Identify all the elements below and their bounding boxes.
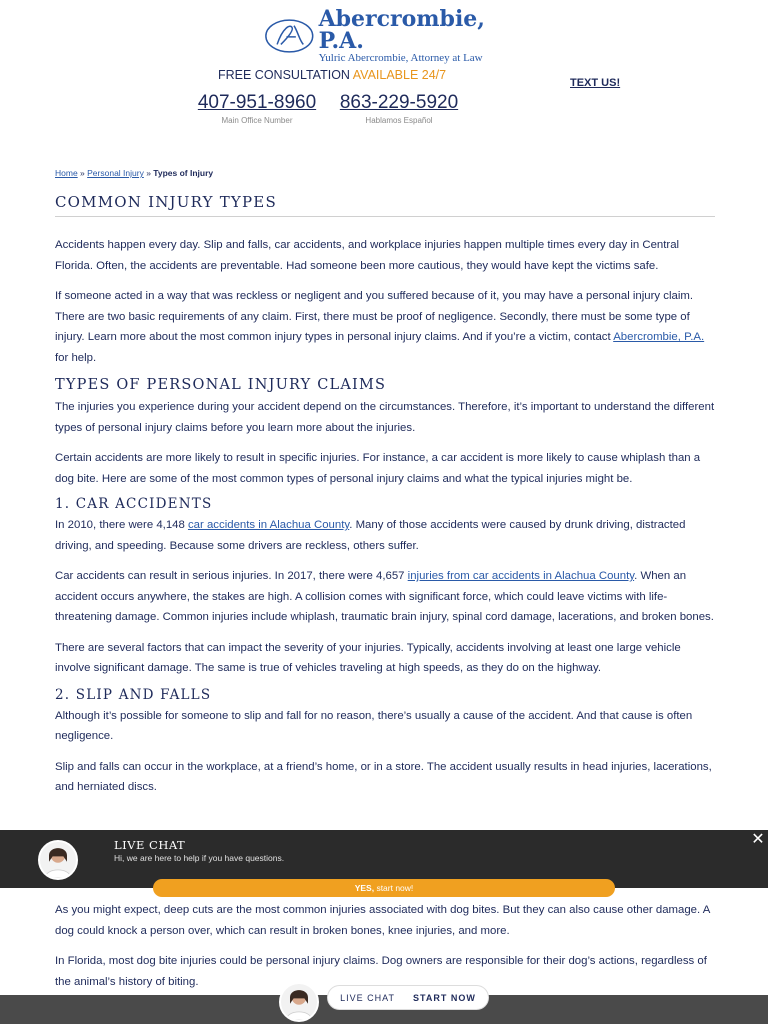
paragraph-car-2010	[55, 515, 715, 556]
paragraph-claim	[55, 286, 715, 368]
bottom-start-now-button[interactable]: START NOW	[413, 992, 476, 1003]
free-consultation-banner	[218, 68, 446, 82]
live-chat-pill[interactable]	[327, 985, 489, 1010]
live-chat-title: LIVE CHAT	[114, 838, 186, 852]
section-heading-claim-types: TYPES OF PERSONAL INJURY CLAIMS	[55, 377, 387, 393]
phone-label: Main Office Number	[221, 116, 293, 125]
paragraph-text: Car accidents can result in serious injuries. In 2017, there were 4,657	[55, 570, 408, 582]
injuries-car-accidents-link[interactable]: injuries from car accidents in Alachua County	[407, 570, 635, 582]
section-heading-car-accidents: 1. CAR ACCIDENTS	[55, 496, 213, 512]
start-chat-yes: YES,	[354, 883, 375, 893]
logo-emblem-icon	[264, 17, 315, 55]
phone-number-link[interactable]: 863-229-5920	[339, 92, 459, 113]
paragraph-text: for help.	[55, 351, 97, 364]
chat-agent-avatar	[38, 840, 78, 880]
paragraph-dog-florida: In Florida, most dog bite injuries could be personal injury claims. Dog owners are responsible for their dog’s actions, regardless of the animal’s history of biting.	[55, 955, 707, 988]
section-heading-slip-falls: 2. SLIP AND FALLS	[55, 686, 212, 703]
start-chat-button[interactable]	[153, 879, 615, 897]
paragraph-car-factors: There are several factors that can impact the severity of your injuries. Typically, accidents involving at least one large vehicle involve significant damage. The same is true of vehicles traveling at high speeds, as they do on the highway.	[55, 641, 681, 674]
breadcrumb-current: Types of Injury	[153, 168, 214, 178]
contact-firm-link[interactable]: Abercrombie, P.A.	[613, 331, 705, 343]
paragraph-common-types: Certain accidents are more likely to result in specific injuries. For instance, a car accident is more likely to cause whiplash than a dog bite. Here are some of the most common types of personal injury claims and what the typical injuries might be.	[55, 452, 701, 485]
bottom-live-chat-label: LIVE CHAT	[340, 992, 395, 1003]
paragraph-slip-locations: Slip and falls can occur in the workplace, at a friend’s home, or in a store. The accident usually results in head injuries, lacerations, and herniated discs.	[55, 760, 712, 793]
paragraph-text: In 2010, there were 4,148	[55, 519, 188, 531]
paragraph-text: . Many of those accidents were caused by drunk driving, distracted driving, and speeding. Because some drivers are reckless, others suffer.	[55, 519, 686, 552]
breadcrumb-separator: »	[143, 168, 154, 178]
text-us-link[interactable]: TEXT US!	[570, 77, 621, 89]
breadcrumb	[55, 168, 715, 178]
paragraph-circumstances: The injuries you experience during your accident depend on the circumstances. Therefore, it’s important to understand the different types of personal injury claims before you learn more about the injuries.	[55, 401, 715, 434]
phone-spanish	[338, 92, 460, 125]
bottom-agent-avatar[interactable]	[279, 982, 319, 1022]
consult-available: AVAILABLE 24/7	[352, 68, 447, 82]
agent-avatar-icon	[40, 842, 76, 878]
paragraph-text: If someone acted in a way that was reckless or negligent and you suffered because of it, you may have a personal injury claim. There are two basic requirements of any claim. First, there must be proof of negligence. Secondly, there must be some type of injury. Learn more about the most common injury types in personal injury claims. And if you’re a victim, contact	[55, 290, 694, 343]
page-title: COMMON INJURY TYPES	[55, 193, 715, 217]
breadcrumb-home[interactable]: Home	[55, 168, 78, 178]
paragraph-dog-cuts: As you might expect, deep cuts are the most common injuries associated with dog bites. But they can also cause other damage. A dog could knock a person over, which can result in broken bones, knee injuries, and more.	[55, 904, 710, 937]
car-accidents-alachua-link[interactable]: car accidents in Alachua County	[187, 519, 350, 531]
paragraph-intro: Accidents happen every day. Slip and falls, car accidents, and workplace injuries happen multiple times every day in Central Florida. Often, the accidents are preventable. Had someone been more cautious, they would have kept the victims safe.	[55, 239, 680, 272]
main-content	[55, 168, 715, 798]
logo-name: Abercrombie, P.A.	[318, 6, 485, 54]
phone-label: Hablamos Español	[365, 116, 433, 125]
start-chat-text: start now!	[374, 883, 414, 893]
phone-main-office	[196, 92, 318, 125]
consult-prefix: FREE CONSULTATION	[218, 68, 353, 82]
breadcrumb-separator: »	[77, 168, 88, 178]
paragraph-text: . When an accident occurs anywhere, the stakes are high. A collision comes with significant force, which could leave victims with life-threatening damage. Common injuries include whiplash, traumatic brain injury, spinal cord damage, lacerations, and broken bones.	[55, 570, 714, 623]
agent-avatar-icon	[281, 984, 317, 1020]
breadcrumb-personal-injury[interactable]: Personal Injury	[87, 168, 144, 178]
site-logo[interactable]	[264, 6, 524, 64]
site-header	[0, 0, 768, 140]
live-chat-subtitle: Hi, we are here to help if you have questions.	[114, 853, 285, 863]
paragraph-slip-cause: Although it’s possible for someone to slip and fall for no reason, there’s usually a cause of the accident. And that cause is often negligence.	[55, 709, 693, 742]
logo-tagline: Yulric Abercrombie, Attorney at Law	[318, 52, 483, 64]
phone-number-link[interactable]: 407-951-8960	[197, 92, 317, 113]
paragraph-car-2017	[55, 566, 715, 628]
dog-bite-section	[55, 900, 715, 992]
close-icon[interactable]: ✕	[751, 831, 765, 848]
